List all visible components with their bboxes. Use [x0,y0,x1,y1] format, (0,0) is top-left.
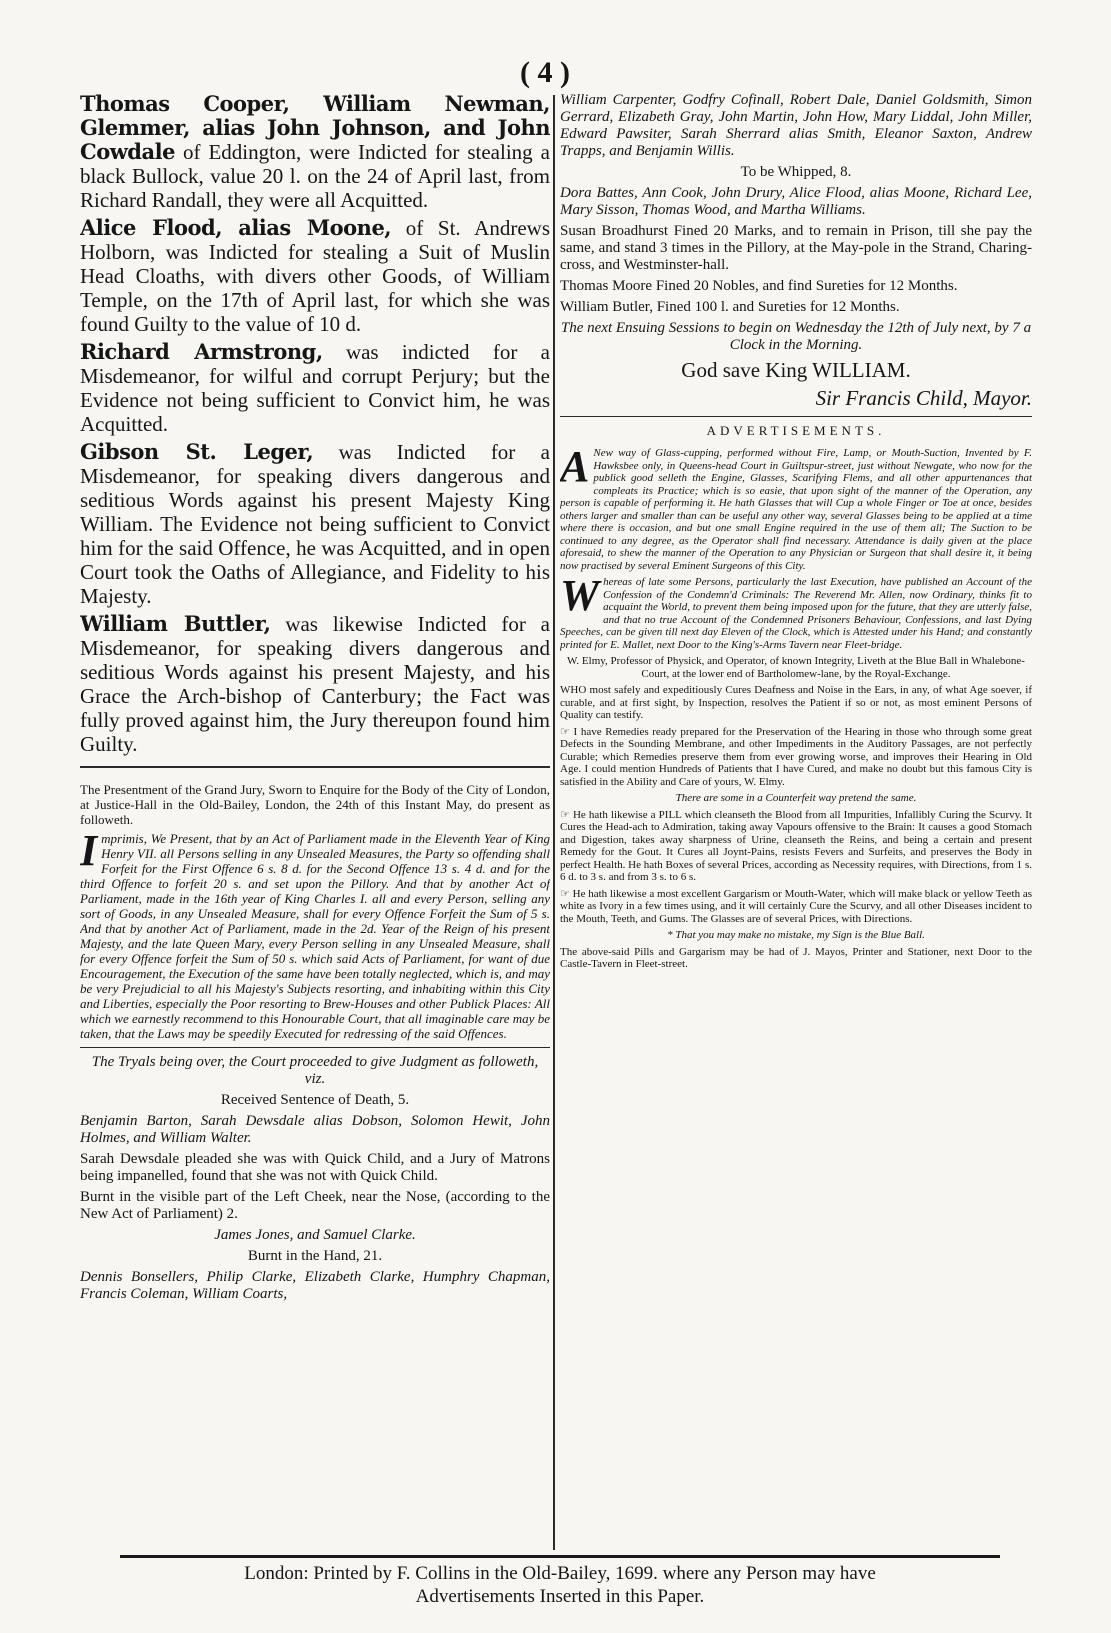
indictment-3: Richard Armstrong, was indicted for a Misdemeanor, for wilful and corrupt Perjury; but the Evidence not being sufficient to Convict him, he was Acquitted. [80,339,550,436]
death-names: Benjamin Barton, Sarah Dewsdale alias Dobson, Solomon Hewit, John Holmes, and William Walter. [80,1113,550,1146]
ad-elmy-pill: ☞ He hath likewise a PILL which cleanseth the Blood from all Impurities, Infallibly Curing the Scurvy. It Cures the Head-ach to Admiration, taking away Vapours offensive to the Brain: It causes a good Stomach and Digestion, takes away sharpness of Urine, cleanseth the Reins, and being a certain and present Remedy for the Gout. It Cures all Joynt-Pains, resists Fevers and Surfeits, and preserves the Body in perfect Health. He hath Boxes of several Prices, according as Necessity requires, with Directions, from 1 s. 6 d. to 3 s. and from 3 s. to 6 s. [560,808,1032,883]
presentment-body: Imprimis, We Present, that by an Act of Parliament made in the Eleventh Year of King Henry VII. all Persons selling in any Unsealed Measures, the Party so offending shall Forfeit for the First Offence 6 s. 8 d. for the Second Offence 13 s. 4 d. and for the third Offence to forfeit 20 s. and set upon the Pillory. And that by another Act of Parliament, made in the 16th year of King Charles I. all and every Person, selling any sort of Goods, in any Unsealed Measure, shall for every Offence Forfeit the Sum of 5 s. And that by another Act of Parliament, made in the 2d. Year of the Reign of his present Majesty, and the late Queen Mary, every Person selling in any Unsealed Measure, shall for every Offence forfeit the Sum of 50 s. which said Acts of Parliament, for want of due Encouragement, the Execution of the same have been totally neglected, which is, and may be very Prejudicial to all his Majesty's Subjects resorting, and inhabiting within this City and Liberties, especially the Poor resorting to Brew-Houses and other Publick Places: All which we earnestly recommend to this Honourable Court, that all imaginable care may be taken, that the Laws may be speedily Executed for redressing of the said Offences. [80,826,550,1041]
ad-elmy-remedies: ☞ I have Remedies ready prepared for the Preservation of the Hearing in those who through some great Defects in the Sounding Membrane, and other Impediments in the Auditory Passages, are not perfectly Curable; which Remedies preserve them from ever growing worse, and improves their Hearing in Old Age. I could mention Hundreds of Patients that I have Cured, and make no doubt but this famous City is satisfied in the Ability and Care of yours, W. Elmy. [560,725,1032,788]
hand-header: Burnt in the Hand, 21. [247,1248,383,1264]
dewsdale-note: Sarah Dewsdale pleaded she was with Quick Child, and a Jury of Matrons being impanelled, found that she was not with Quick Child. [80,1151,550,1184]
footer-rule [120,1555,1000,1558]
god-save-king: God save King WILLIAM. [681,358,911,382]
imprint-line-2: Advertisements Inserted in this Paper. [415,1586,705,1607]
whipped-names: Dora Battes, Ann Cook, John Drury, Alice Flood, alias Moone, Richard Lee, Mary Sisson, Thomas Wood, and Martha Williams. [560,185,1032,218]
fine-moore: Thomas Moore Fined 20 Nobles, and find Sureties for 12 Months. [560,278,958,294]
judgment-intro: The Tryals being over, the Court proceeded to give Judgment as followeth, viz. [91,1054,539,1087]
advertisements-header: ADVERTISEMENTS. [706,423,886,438]
fine-butler: William Butler, Fined 100 l. and Sureties for 12 Months. [560,299,900,315]
ad-glass-cupping: ANew way of Glass-cupping, performed without Fire, Lamp, or Mouth-Suction, Invented by F. Hawksbee only, in Queens-head Court in Guiltspur-street, just without Newgate, who now for the publick good selleth the Engine, Glasses, Scarifying Flems, and all other appurtenances that compleats its Practice; which is so easie, that upon sight of the manner of the Operation, any person is capable of performing it. He hath Glasses that will Cup a whole Finger or Toe at once, besides others larger and smaller than can be useful any other way, several Glasses being to be applied at a time where there is occasion, and but one small Engine required in the use of them all; The Suction to be continued to any degree, as the Operator shall find necessary. Attendance is daily given at the place aforesaid, to shew the manner of the Operation to any Physician or Surgeon that shall desire it, it being now practised by several Eminent Surgeons of this City. [560,442,1032,572]
ad-ordinary-notice: Whereas of late some Persons, particularly the last Execution, have published an Account of the Confession of the Condemn'd Criminals: The Reverend Mr. Allen, now Ordinary, thinks fit to acquaint the World, to prevent them being imposed upon for the future, that they are utterly false, and that no true Account of the Condemned Prisoners Behaviour, Confessions, and last Dying Speeches, can be given till next day Eleven of the Clock, which is Attested under his Hand; and constantly printed for E. Mallet, next Door to the King's-Arms Tavern near Fleet-bridge. [560,571,1032,651]
ad-elmy-header: W. Elmy, Professor of Physick, and Operator, of known Integrity, Liveth at the Blue Ball in Whalebone-Court, at the lower end of Bartholomew-lane, by the Royal-Exchange. [567,655,1025,680]
presentment-intro: The Presentment of the Grand Jury, Sworn to Enquire for the Body of the City of London, at Justice-Hall in the Old-Bailey, London, the 24th of this Instant May, do present as followeth. [80,782,550,827]
hand-names: Dennis Bonsellers, Philip Clarke, Elizabeth Clarke, Humphry Chapman, Francis Coleman, William Coarts, [80,1269,550,1302]
fine-broadhurst: Susan Broadhurst Fined 20 Marks, and to remain in Prison, till she pay the same, and stand 3 times in the Pillory, at the May-pole in the Strand, Charing-cross, and Westminster-hall. [560,223,1032,273]
indictment-2: Alice Flood, alias Moone, of St. Andrews Holborn, was Indicted for stealing a Suit of Muslin Head Cloaths, with divers other Goods, of William Temple, on the 17th of April last, for which she was found Guilty to the value of 10 d. [80,215,550,336]
indictment-1: Thomas Cooper, William Newman, Glemmer, alias John Johnson, and John Cowdale of Eddington, were Indicted for stealing a black Bullock, value 20 l. on the 24 of April last, from Richard Randall, they were all Acquitted. [80,92,550,212]
page-number: ( 4 ) [520,56,570,89]
section-divider-thin [80,1047,550,1048]
ad-elmy-seller: The above-said Pills and Gargarism may be had of J. Mayos, Printer and Stationer, next Door to the Castle-Tavern in Fleet-street. [560,945,1032,970]
adv-divider [560,416,1032,417]
imprint-line-1: London: Printed by F. Collins in the Old-Bailey, 1699. where any Person may have [244,1563,876,1584]
indictment-5: William Buttler, was likewise Indicted for a Misdemeanor, for speaking divers dangerous and seditious Words against his present Majesty, and his Grace the Arch-bishop of Canterbury; the Fact was fully proved against him, the Jury thereupon found him Guilty. [80,611,550,756]
right-column [560,92,1032,1554]
ad-elmy-sign: * That you may make no mistake, my Sign is the Blue Ball. [667,929,925,941]
hand-names-continued: William Carpenter, Godfry Cofinall, Robert Dale, Daniel Goldsmith, Simon Gerrard, Elizabeth Gray, John Martin, John How, Mary Liddal, John Miller, Edward Pawsiter, Sarah Sherrard alias Smith, Eleanor Saxton, Andrew Trapps, and Benjamin Willis. [560,92,1032,159]
mayor-signature: Sir Francis Child, Mayor. [815,386,1032,410]
indictment-4: Gibson St. Leger, was Indicted for a Misdemeanor, for speaking divers dangerous and seditious Words against his present Majesty King William. The Evidence not being sufficient to Convict him for the said Offence, he was Acquitted, and in open Court took the Oaths of Allegiance, and Fidelity to his Majesty. [80,439,550,608]
next-sessions: The next Ensuing Sessions to begin on Wednesday the 12th of July next, by 7 a Clock in the Morning. [560,320,1032,353]
death-header: Received Sentence of Death, 5. [220,1092,410,1108]
whipped-header: To be Whipped, 8. [740,164,852,180]
left-column [80,92,550,1554]
cheek-names: James Jones, and Samuel Clarke. [214,1227,416,1243]
section-divider [80,766,550,768]
imprint-footer [100,1562,1020,1608]
cheek-header: Burnt in the visible part of the Left Cheek, near the Nose, (according to the New Act of Parliament) 2. [80,1189,550,1222]
ad-elmy-deafness: WHO most safely and expeditiously Cures Deafness and Noise in the Ears, in any, of what Age soever, if curable, and at first sight, by Inspection, resolves the Patient if so or not, as most eminent Persons of Quality can testify. [560,684,1032,721]
column-rule [553,95,555,1550]
ad-elmy-counterfeit: There are some in a Counterfeit way pretend the same. [675,792,917,804]
ad-elmy-gargarism: ☞ He hath likewise a most excellent Gargarism or Mouth-Water, which will make black or yellow Teeth as white as Ivory in a few times using, and it will certainly Cure the Scurvy, and all other Diseases incident to the Mouth, Teeth, and Gums. The Glasses are of several Prices, with Directions. [560,887,1032,925]
